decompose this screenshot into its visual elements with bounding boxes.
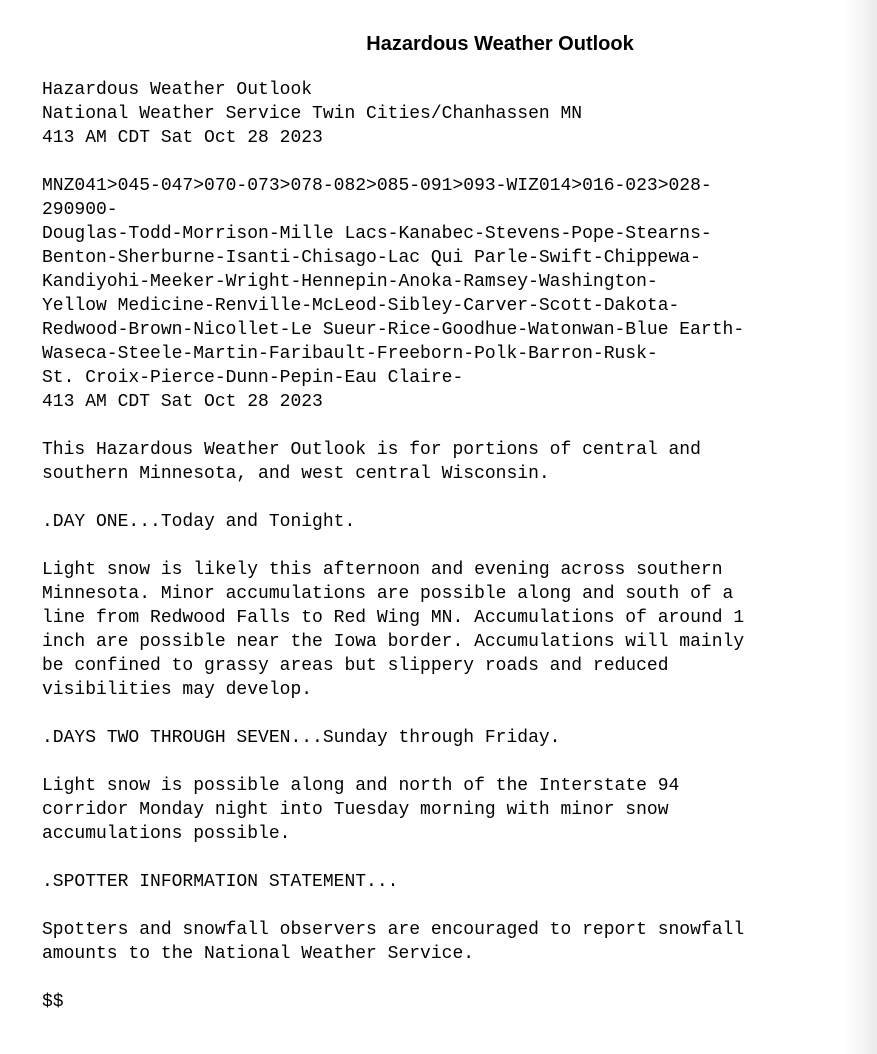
page-edge-shadow: [843, 0, 877, 1054]
outlook-product-text: Hazardous Weather Outlook National Weather Service Twin Cities/Chanhassen MN 413 AM CDT Sat Oct 28 2023 MNZ041>045-047>070-073>078-082>085-091>093-WIZ014>016-023>028- 290900- Douglas-Todd-Morrison-Mille Lacs-Kanabec-Stevens-Pope-Stearns- Benton-Sherburne-Isanti-Chisago-Lac Qui Parle-Swift-Chippewa- Kandiyohi-Meeker-Wright-Hennepin-Anoka-Ramsey-Washington- Yellow Medicine-Renville-McLeod-Sibley-Carver-Scott-Dakota- Redwood-Brown-Nicollet-Le Sueur-Rice-Goodhue-Watonwan-Blue Earth- Waseca-Steele-Martin-Faribault-Freeborn-Polk-Barron-Rusk- St. Croix-Pierce-Dunn-Pepin-Eau Claire- 413 AM CDT Sat Oct 28 2023 This Hazardous Weather Outlook is for portions of central and southern Minnesota, and west central Wisconsin. .DAY ONE...Today and Tonight. Light snow is likely this afternoon and evening across southern Minnesota. Minor accumulations are possible along and south of a line from Redwood Falls to Red Wing MN. Accumulations of around 1 inch are possible near the Iowa border. Accumulations will mainly be confined to grassy areas but slippery roads and reduced visibilities may develop. .DAYS TWO THROUGH SEVEN...Sunday through Friday. Light snow is possible along and north of the Interstate 94 corridor Monday night into Tuesday morning with minor snow accumulations possible. .SPOTTER INFORMATION STATEMENT... Spotters and snowfall observers are encouraged to report snowfall amounts to the National Weather Service. $$: [42, 80, 745, 1012]
page-title: Hazardous Weather Outlook: [366, 33, 634, 55]
